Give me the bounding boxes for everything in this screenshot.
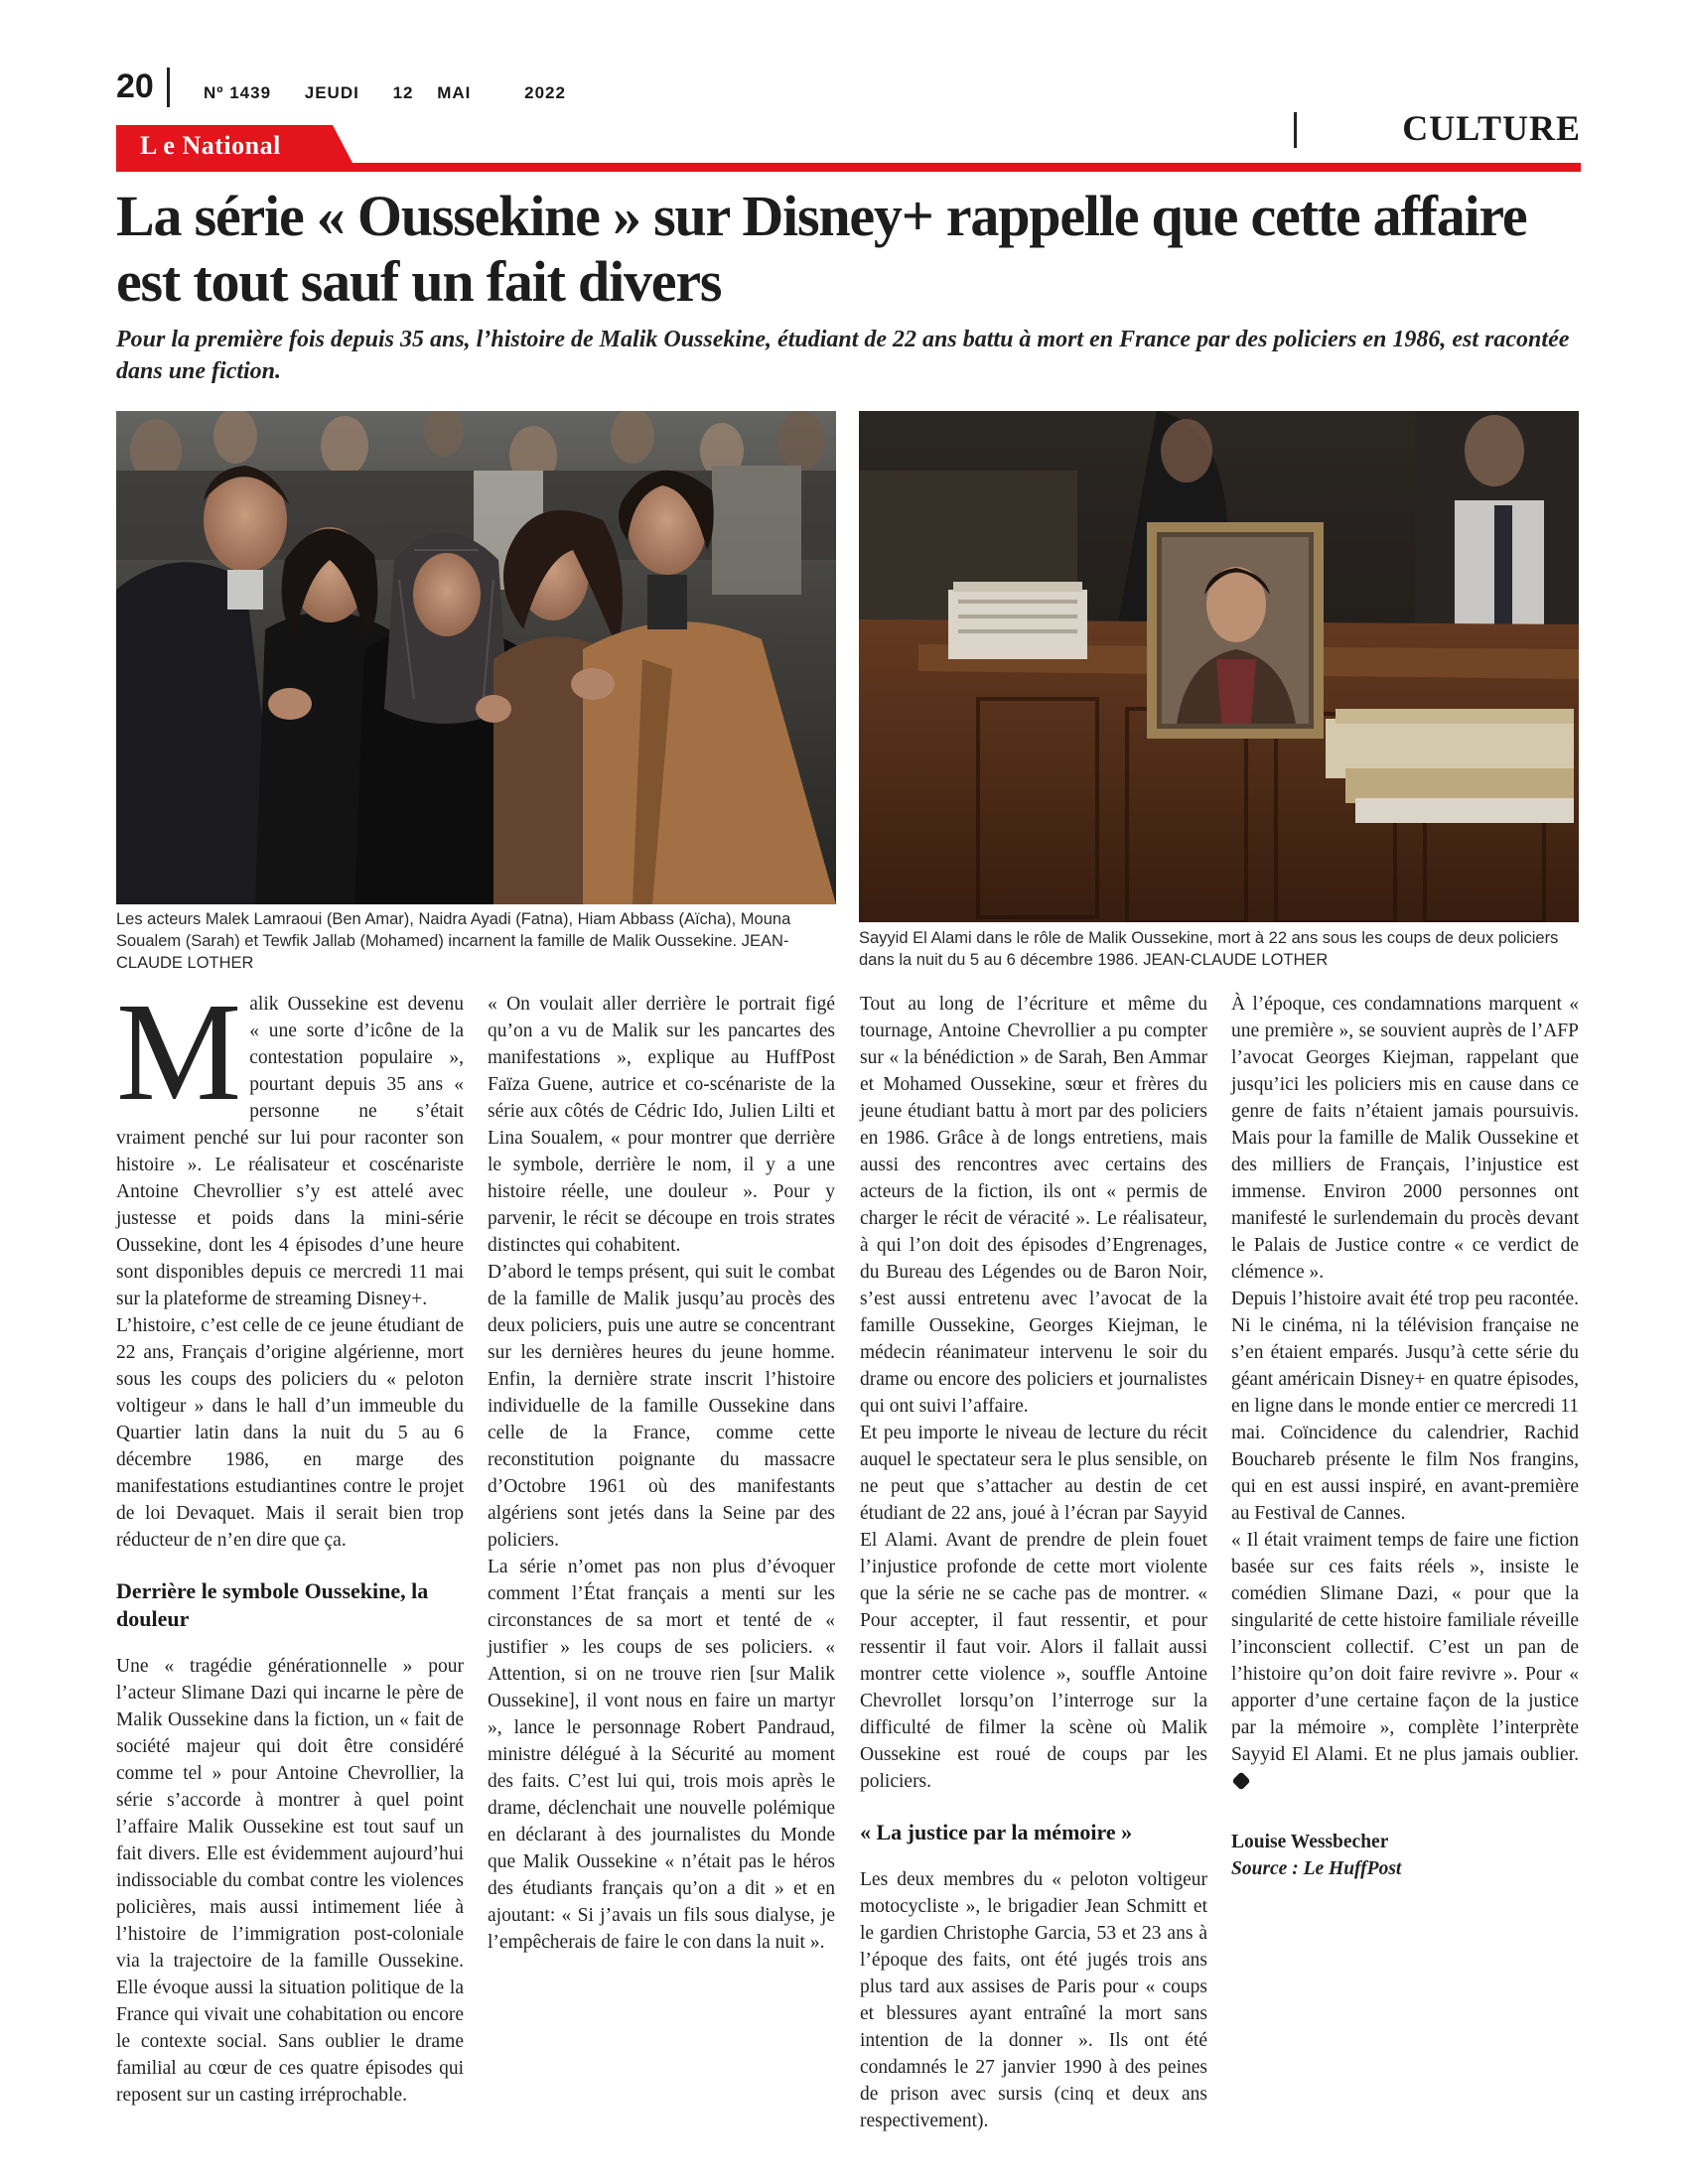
photo1-caption: Les acteurs Malek Lamraoui (Ben Amar), Naidra Ayadi (Fatna), Hiam Abbass (Aïcha), Mouna Soualem (Sarah) et Tewfik Jallab (Mohamed) incarnent la famille de Malik Oussekine. JEAN-CLAUDE LOTHER xyxy=(116,910,791,972)
issue-info xyxy=(204,83,594,103)
photo2-caption: Sayyid El Alami dans le rôle de Malik Oussekine, mort à 22 ans sous les coups de deux policiers dans la nuit du 5 au 6 décembre 1986. JEAN-CLAUDE LOTHER xyxy=(859,929,1559,969)
issue-number: Nº 1439 xyxy=(204,83,272,102)
photo-courtroom-portrait xyxy=(859,411,1579,922)
header-divider xyxy=(167,68,170,107)
author-byline: Louise Wessbecher xyxy=(1231,1832,1389,1852)
article-column-3 xyxy=(860,991,1207,2134)
paragraph-closing-text: « Il était vraiment temps de faire une fiction basée sur ces faits réels », insiste le comédien Slimane Dazi, « pour que la singularité de cette histoire familiale réveille l’inconscient collectif. C’est un pan de l’histoire qu’on doit faire revivre ». Pour « apporter d’une certaine façon de la justice par la mémoire », complète l’interprète Sayyid El Alami. Et ne plus jamais oublier. xyxy=(1231,1530,1579,1765)
paragraph-closing xyxy=(1231,1527,1579,1795)
paragraph: D’abord le temps présent, qui suit le combat de la famille de Malik jusqu’au procès des deux policiers, puis une autre se concentrant sur les dernières heures du jeune homme. Enfin, la dernière strate inscrit l’histoire individuelle de la famille Oussekine dans celle de la France, comme cette reconstitution poignante du massacre d’Octobre 1961 où des manifestants algériens sont jetés dans la Seine par des policiers. xyxy=(488,1262,835,1551)
paragraph: Depuis l’histoire avait été trop peu racontée. Ni le cinéma, ni la télévision française ne s’en étaient emparés. Jusqu’à cette série du géant américain Disney+ en quatre épisodes, en ligne dans le monde entier ce mercredi 11 mai. Coïncidence du calendrier, Rachid Bouchareb présente le film Nos frangins, qui en est aussi inspiré, en avant-première au Festival de Cannes. xyxy=(1231,1289,1579,1524)
photo-courtroom-portrait-image xyxy=(859,411,1579,922)
issue-month: MAI xyxy=(437,83,472,102)
paragraph: Tout au long de l’écriture et même du tournage, Antoine Chevrollier a pu compter sur « la bénédiction » de Sarah, Ben Ammar et Mohamed Oussekine, sœur et frères du jeune étudiant battu à mort par des policiers en 1986. Grâce à de longs entretiens, mais aussi des rencontres avec certains des acteurs de la fiction, ils ont « permis de charger le récit de véracité ». Le réalisateur, à qui l’on doit des épisodes d’Engrenages, du Bureau des Légendes ou de Baron Noir, s’est aussi entretenu avec l’avocat de la famille Oussekine, Georges Kiejman, le médecin réanimateur intervenu le soir du drame ou encore des policiers et journalistes qui ont suivi l’affaire. xyxy=(860,994,1207,1417)
photo-family-mourning-image xyxy=(116,411,836,904)
photo-family-mourning xyxy=(116,411,836,904)
paragraph: La série n’omet pas non plus d’évoquer comment l’État français a menti sur les circonstances de sa mort et tenté de « justifier » les coups de ses policiers. « Attention, si on ne trouve rien [sur Malik Oussekine], il vont nous en faire un martyr », lance le personnage Robert Pandraud, ministre délégué à la Sécurité au moment des faits. C’est lui qui, trois mois après le drame, déclenchait une nouvelle polémique en déclarant à des journalistes du Monde que Malik Oussekine « n’était pas le héros des étudiants français qu’on a dit » et en ajoutant: « Si j’avais un fils sous dialyse, je l’empêcherais de faire le con dans la nuit ». xyxy=(488,1557,835,1953)
section-label: CULTURE xyxy=(1402,108,1581,148)
article-column-2 xyxy=(488,991,835,1956)
paragraph: L’histoire, c’est celle de ce jeune étudiant de 22 ans, Français d’origine algérienne, mort sous les coups des policiers du « peloton voltigeur » dans le hall d’un immeuble du Quartier latin dans la nuit du 5 au 6 décembre 1986, en marge des manifestations estudiantines contre le projet de loi Devaquet. Mais il serait bien trop réducteur de n’en dire que ça. xyxy=(116,1315,464,1551)
paragraph: Une « tragédie générationnelle » pour l’acteur Slimane Dazi qui incarne le père de Malik Oussekine dans la fiction, un « fait de société majeur qui doit être considéré comme tel » pour Antoine Chevrollier, la série s’accorde à montrer à quel point l’affaire Malik Oussekine est tout sauf un fait divers. Elle est évidemment aujourd’hui indissociable du combat contre les violences policières, mais aussi intimement liée à l’histoire de l’immigration post-coloniale via la trajectoire de la famille Oussekine. Elle évoque aussi la situation politique de la France qui vivait une cohabitation ou encore le contexte social. Sans oublier le drame familial au cœur de ces quatre épisodes qui reposent sur un casting irréprochable. xyxy=(116,1656,464,2106)
brand-badge xyxy=(116,125,352,163)
standfirst: Pour la première fois depuis 35 ans, l’histoire de Malik Oussekine, étudiant de 22 ans battu à mort en France par des policiers en 1986, est racontée dans une fiction. xyxy=(116,327,1570,384)
paragraph: À l’époque, ces condamnations marquent « une première », se souvient auprès de l’AFP l’avocat Georges Kiejman, rappelant que jusqu’ici les policiers mis en cause dans ce genre de faits n’étaient jamais poursuivis. Mais pour la famille de Malik Oussekine et des milliers de Français, l’injustice est immense. Environ 2000 personnes ont manifesté le surlendemain du procès devant le Palais de Justice contre « ce verdict de clémence ». xyxy=(1231,994,1579,1283)
paragraph: Les deux membres du « peloton voltigeur motocycliste », le brigadier Jean Schmitt et le gardien Christophe Garcia, 53 et 23 ans à l’époque des faits, ont été jugés trois ans plus tard aux assises de Paris pour « coups et blessures ayant entraîné la mort sans intention de la donner ». Ils ont été condamnés le 27 janvier 1990 à des peines de prison avec sursis (cinq et deux ans respectivement). xyxy=(860,1869,1207,2131)
header-rule xyxy=(116,163,1581,172)
paragraph-lead-text: alik Oussekine est devenu « une sorte d’icône de la contestation populaire », pourtant depuis 35 ans « personne ne s’était vraiment penché sur lui pour raconter son histoire ». Le réalisateur et coscénariste Antoine Chevrollier s’y est attelé avec justesse et poids dans la mini-série Oussekine, dont les 4 épisodes d’une heure sont disponibles depuis ce mercredi 11 mai sur la plateforme de streaming Disney+. xyxy=(116,994,464,1309)
paragraph: « On voulait aller derrière le portrait figé qu’on a vu de Malik sur les pancartes des manifestations », explique au HuffPost Faïza Guene, autrice et co-scénariste de la série aux côtés de Cédric Ido, Julien Lilti et Lina Soualem, « pour montrer que derrière le symbole, derrière le nom, il y a une histoire réelle, une douleur ». Pour y parvenir, le récit se découpe en trois strates distinctes qui cohabitent. xyxy=(488,994,835,1256)
source-credit: Source : Le HuffPost xyxy=(1231,1858,1402,1879)
article-column-4 xyxy=(1231,991,1579,1882)
article-column-1 xyxy=(116,973,464,2109)
headline: La série « Oussekine » sur Disney+ rappelle que cette affaire est tout sauf un fait divers xyxy=(116,184,1527,314)
end-mark-icon xyxy=(1231,1771,1250,1790)
issue-weekday: JEUDI xyxy=(304,83,359,102)
drop-cap: M xyxy=(116,973,242,1130)
section-divider xyxy=(1294,112,1297,148)
issue-day: 12 xyxy=(392,83,414,102)
issue-year: 2022 xyxy=(524,83,566,102)
subheading-justice: « La justice par la mémoire » xyxy=(860,1820,1133,1844)
paragraph-lead xyxy=(116,973,464,1312)
paragraph: Et peu importe le niveau de lecture du récit auquel le spectateur sera le plus sensible, on ne peut que s’attacher au destin de cet étudiant de 22 ans, joué à l’écran par Sayyid El Alami. Avant de prendre de plein fouet l’injustice profonde de cette mort violente que la série ne se cache pas de montrer. « Pour accepter, il faut ressentir, et pour ressentir il faut voir. Alors il fallait aussi montrer cette violence », souffle Antoine Chevrollet lorsqu’on l’interroge sur la difficulté de filmer la scène où Malik Oussekine est roué de coups par les policiers. xyxy=(860,1423,1207,1792)
brand-logo: L e National xyxy=(140,131,281,160)
subheading-douleur: Derrière le symbole Oussekine, la douleur xyxy=(116,1578,429,1631)
page-number: 20 xyxy=(116,68,154,105)
